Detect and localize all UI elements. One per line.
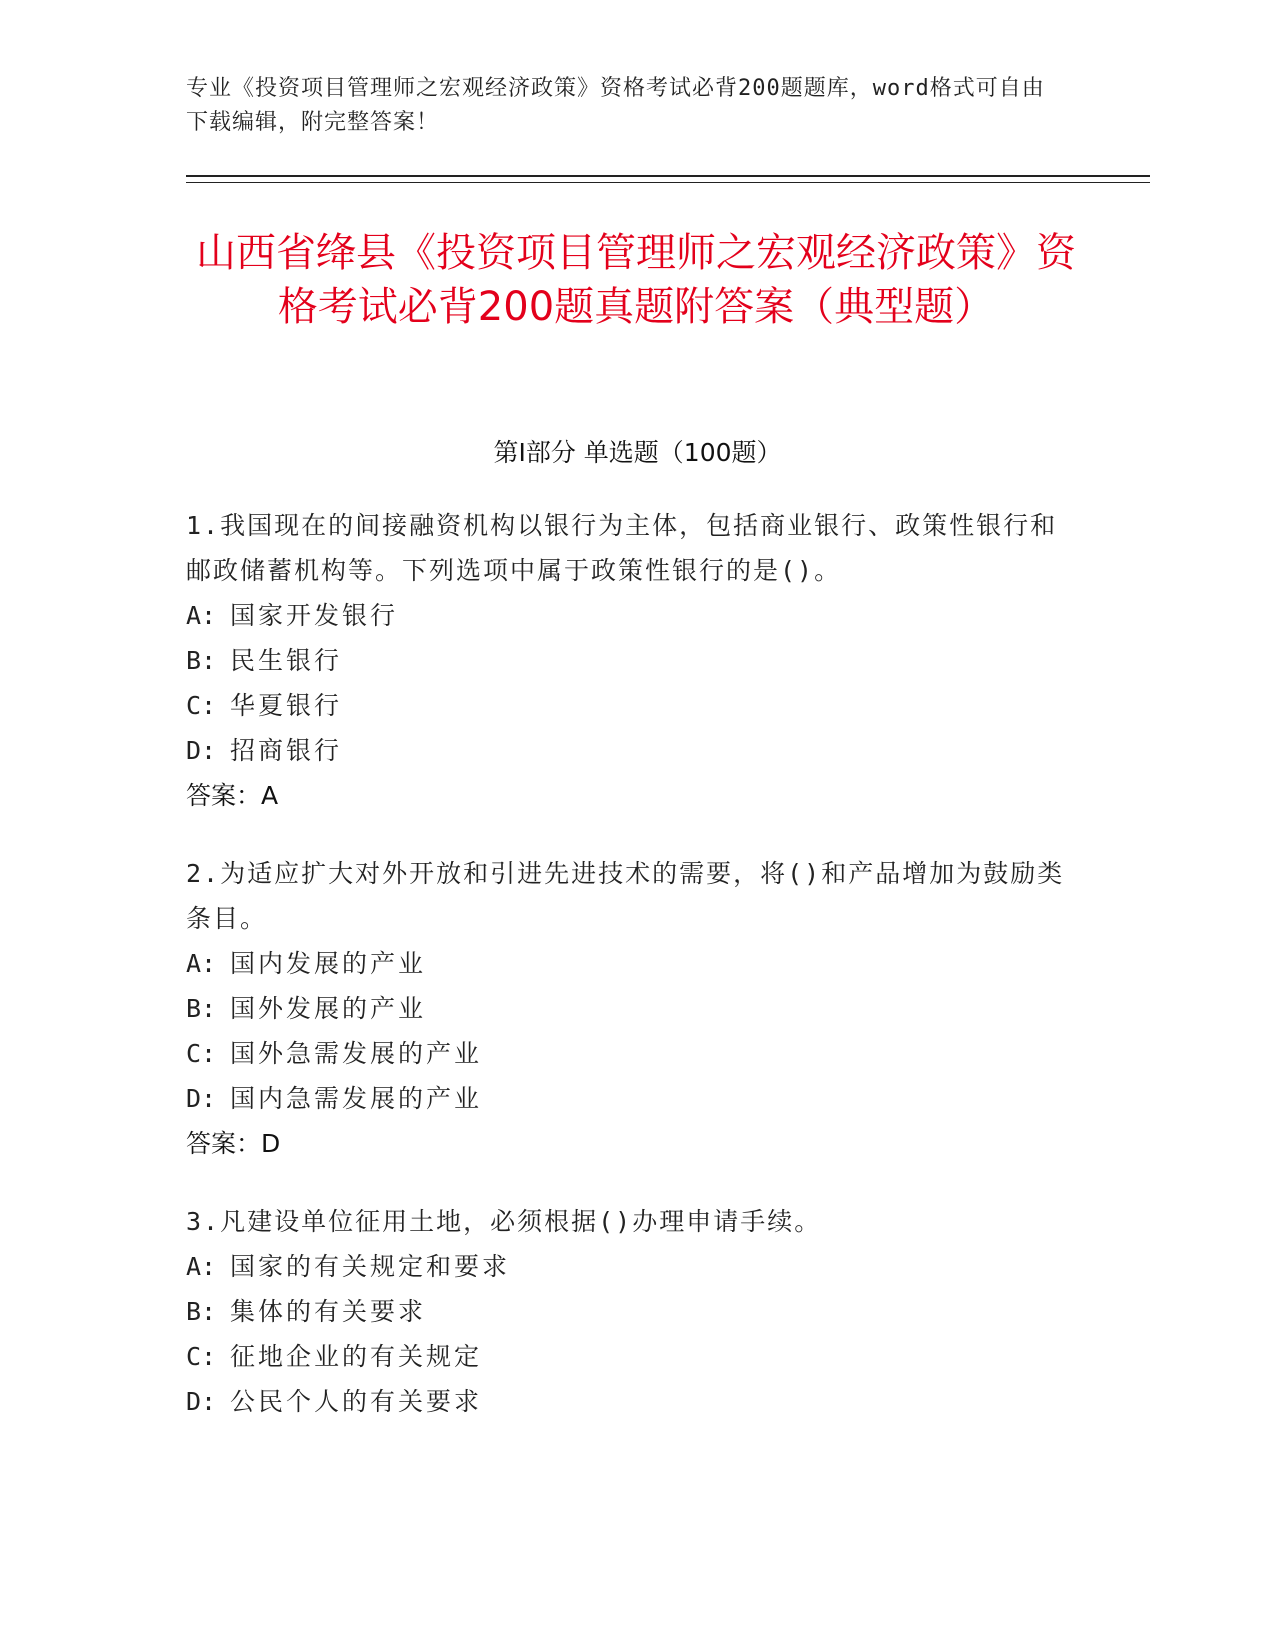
option-letter: C: — [186, 691, 217, 720]
option-letter: B: — [186, 994, 217, 1023]
header-divider-thick — [186, 175, 1150, 177]
question-1 — [186, 503, 1066, 818]
option-a — [186, 593, 1066, 638]
option-letter: A: — [186, 949, 217, 978]
question-stem: 3.凡建设单位征用土地，必须根据()办理申请手续。 — [186, 1207, 822, 1236]
answer: 答案：A — [186, 781, 279, 810]
option-letter: D: — [186, 736, 217, 765]
option-letter: B: — [186, 1297, 217, 1326]
option-text: 国内发展的产业 — [230, 949, 427, 978]
option-d — [186, 1076, 1066, 1121]
option-a — [186, 941, 1066, 986]
option-text: 国家开发银行 — [230, 601, 399, 630]
header-note: 专业《投资项目管理师之宏观经济政策》资格考试必背200题题库，word格式可自由下载编辑，附完整答案！ — [186, 76, 1045, 135]
option-d — [186, 728, 1066, 773]
option-text: 民生银行 — [230, 646, 343, 675]
option-letter: B: — [186, 646, 217, 675]
document-title: 山西省绛县《投资项目管理师之宏观经济政策》资格考试必背200题真题附答案（典型题） — [196, 230, 1076, 330]
option-letter: A: — [186, 1252, 217, 1281]
option-text: 集体的有关要求 — [230, 1297, 427, 1326]
option-letter: C: — [186, 1342, 217, 1371]
option-letter: D: — [186, 1084, 217, 1113]
option-letter: C: — [186, 1039, 217, 1068]
question-stem: 1.我国现在的间接融资机构以银行为主体，包括商业银行、政策性银行和邮政储蓄机构等。下列选项中属于政策性银行的是()。 — [186, 511, 1058, 585]
option-letter: A: — [186, 601, 217, 630]
option-text: 征地企业的有关规定 — [230, 1342, 483, 1371]
section-heading: 第Ⅰ部分 单选题（100题） — [493, 438, 782, 467]
option-d — [186, 1379, 1066, 1424]
option-text: 华夏银行 — [230, 691, 343, 720]
option-c — [186, 1031, 1066, 1076]
question-2 — [186, 851, 1066, 1166]
option-text: 国外急需发展的产业 — [230, 1039, 483, 1068]
option-letter: D: — [186, 1387, 217, 1416]
option-c — [186, 1334, 1066, 1379]
answer: 答案：D — [186, 1129, 281, 1158]
option-a — [186, 1244, 1066, 1289]
option-text: 国外发展的产业 — [230, 994, 427, 1023]
option-c — [186, 683, 1066, 728]
header-divider-thin — [186, 182, 1150, 183]
option-text: 国内急需发展的产业 — [230, 1084, 483, 1113]
option-b — [186, 1289, 1066, 1334]
option-text: 招商银行 — [230, 736, 343, 765]
option-b — [186, 986, 1066, 1031]
option-text: 公民个人的有关要求 — [230, 1387, 483, 1416]
question-3 — [186, 1199, 1066, 1424]
option-text: 国家的有关规定和要求 — [230, 1252, 511, 1281]
option-b — [186, 638, 1066, 683]
question-stem: 2.为适应扩大对外开放和引进先进技术的需要，将()和产品增加为鼓励类条目。 — [186, 859, 1065, 933]
